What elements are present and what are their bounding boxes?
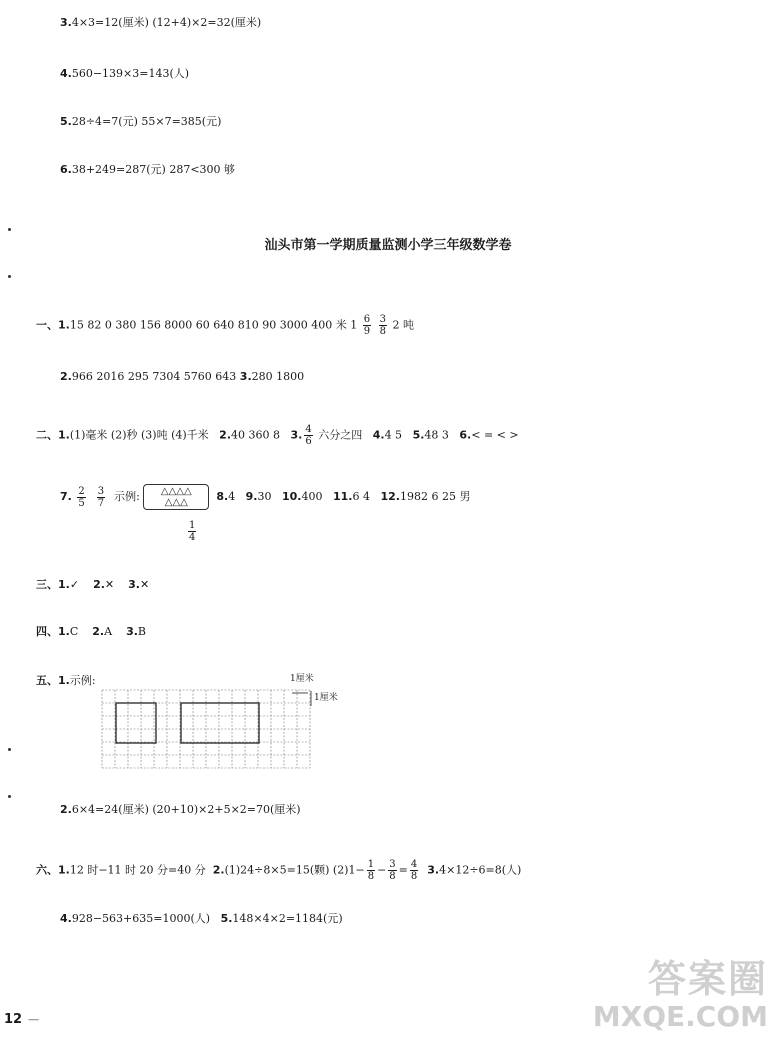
item-number: 2. — [219, 428, 232, 442]
answer-text: 280 1800 — [251, 370, 305, 383]
item-number: 4. — [60, 67, 72, 80]
item-number: 9. — [245, 490, 258, 503]
answer-text: 40 360 8 — [231, 428, 280, 442]
answer-text: 28÷4=7(元) 55×7=385(元) — [71, 115, 222, 128]
fraction: $\frac{6}{9}$ — [363, 314, 371, 337]
item-number: 7. — [60, 490, 72, 503]
triangle-row: △△△△ — [160, 486, 192, 497]
answer-text: 30 — [257, 490, 272, 503]
answer-text: 38+249=287(元) 287<300 够 — [71, 163, 236, 176]
section-1-line-1 — [36, 314, 414, 337]
section-2-line-2 — [60, 484, 470, 510]
fraction: $\frac{3}{8}$ — [389, 859, 396, 882]
fraction: $\frac{4}{6}$ — [305, 424, 312, 447]
item-number: 8. — [216, 490, 229, 503]
operator: = — [398, 863, 408, 877]
answer-text: 48 3 — [424, 428, 449, 442]
section-6-line-2 — [60, 912, 343, 926]
answer-text: C — [69, 625, 79, 638]
answer-text: 6×4=24(厘米) (20+10)×2+5×2=70(厘米) — [71, 803, 301, 816]
answer-text: 4 5 — [384, 428, 403, 442]
answer-line-3 — [60, 16, 261, 30]
item-number: 3. — [290, 428, 303, 442]
item-number: 5. — [412, 428, 425, 442]
item-number: 10. — [282, 490, 302, 503]
grid-lines — [102, 690, 310, 768]
section-2-line-1 — [36, 424, 519, 447]
margin-dot — [8, 275, 11, 278]
item-number: 2. — [60, 803, 72, 816]
item-number: 3. — [128, 578, 140, 591]
section-4-line — [36, 625, 146, 639]
item-number: 2. — [92, 625, 105, 638]
section-5-line-1 — [36, 674, 96, 688]
item-number: 4. — [372, 428, 385, 442]
item-number: 11. — [333, 490, 353, 503]
watermark-url: MXQE.COM — [592, 1000, 768, 1033]
margin-dot — [8, 795, 11, 798]
answer-text: 6 4 — [352, 490, 370, 503]
answer-text: 六分之四 — [318, 428, 363, 442]
answer-text: 12 时−11 时 20 分=40 分 — [69, 863, 206, 877]
section-label: 四、1. — [36, 625, 70, 638]
operator: − — [377, 863, 387, 877]
fraction: $\frac{4}{8}$ — [410, 859, 418, 882]
unit-label-vertical: 1厘米 — [314, 693, 338, 703]
item-number: 5. — [60, 115, 72, 128]
section-label: 五、1. — [36, 674, 70, 687]
section-label: 三、1. — [36, 578, 70, 591]
answer-text: (1)24÷8×5=15(颗) (2)1− — [224, 863, 365, 877]
section-3-line — [36, 578, 149, 592]
section-5-line-2 — [60, 803, 301, 817]
item-number: 3. — [239, 370, 252, 383]
section-title: 汕头市第一学期质量监测小学三年级数学卷 — [264, 238, 512, 253]
item-number: 2. — [212, 863, 225, 877]
unit-label-horizontal: 1厘米 — [290, 674, 314, 684]
fraction: $\frac{2}{5}$ — [78, 485, 85, 509]
section-label: 二、1. — [36, 428, 70, 442]
item-number: 3. — [427, 863, 440, 877]
answer-text: 4 — [228, 490, 236, 503]
grid-diagram — [100, 688, 320, 772]
triangle-diagram — [143, 484, 209, 510]
item-number: 3. — [126, 625, 138, 638]
answer-text: 2 吨 — [392, 318, 415, 332]
answer-text: 1982 6 25 男 — [400, 490, 471, 503]
answer-text: A — [104, 625, 113, 638]
answer-text: 示例: — [114, 490, 140, 503]
fraction: $\frac{1}{8}$ — [367, 859, 375, 882]
item-number: 2. — [93, 578, 105, 591]
watermark-logo: 答案圈 — [647, 957, 768, 1001]
answer-text: 966 2016 295 7304 5760 643 — [71, 370, 237, 383]
section-label: 六、1. — [36, 863, 70, 877]
answer-text: 示例: — [69, 674, 96, 687]
check-mark: ✓ — [69, 578, 80, 591]
section-6-line-1 — [36, 859, 521, 882]
answer-text: 560−139×3=143(人) — [71, 67, 190, 80]
answer-text: < = < > — [471, 428, 519, 442]
item-number: 3. — [60, 16, 72, 29]
fraction: $\frac{1}{4}$ — [189, 520, 196, 543]
answer-line-6 — [60, 163, 235, 177]
item-number: 2. — [60, 370, 72, 383]
page-number: 12 — [4, 1012, 23, 1027]
item-number: 6. — [60, 163, 72, 176]
square-drawing — [116, 703, 156, 743]
triangle-row: △△△ — [164, 497, 188, 508]
item-number: 5. — [220, 912, 233, 925]
section-label: 一、1. — [36, 318, 70, 332]
item-number: 6. — [459, 428, 472, 442]
cross-mark: ✕ — [139, 578, 150, 591]
answer-line-4 — [60, 67, 189, 81]
answer-text: 15 82 0 380 156 8000 60 640 810 90 3000 400 米 1 — [69, 318, 358, 332]
answer-text: 4×3=12(厘米) (12+4)×2=32(厘米) — [71, 16, 262, 29]
answer-text: 148×4×2=1184(元) — [232, 912, 343, 925]
item-number: 4. — [60, 912, 72, 925]
fraction: $\frac{3}{7}$ — [97, 485, 105, 509]
answer-text: (1)毫米 (2)秒 (3)吨 (4)千米 — [69, 428, 209, 442]
margin-dot — [8, 228, 11, 231]
item-number: 12. — [380, 490, 400, 503]
triangle-fraction — [186, 520, 198, 543]
footer-dash: — — [28, 1013, 39, 1026]
margin-dot — [8, 748, 11, 751]
section-1-line-2 — [60, 370, 304, 384]
answer-text: 928−563+635=1000(人) — [71, 912, 211, 925]
answer-text: 4×12÷6=8(人) — [439, 863, 522, 877]
answer-line-5 — [60, 115, 221, 129]
cross-mark: ✕ — [104, 578, 115, 591]
answer-text: 400 — [301, 490, 323, 503]
fraction: $\frac{3}{8}$ — [379, 314, 387, 337]
answer-text: B — [137, 625, 146, 638]
